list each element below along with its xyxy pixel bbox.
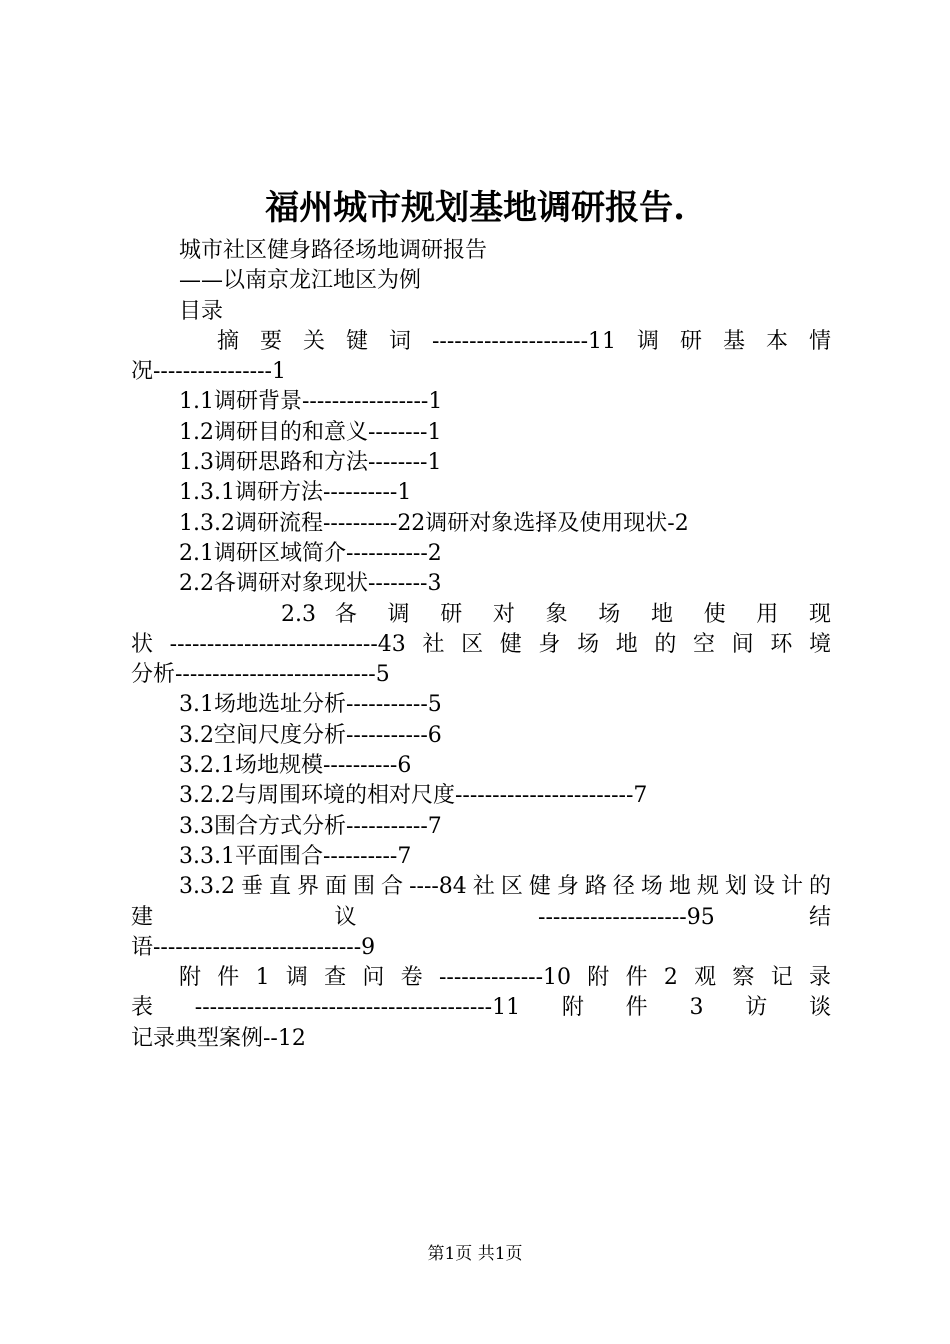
toc-line: 3.2.2与周围环境的相对尺度------------------------7 (179, 783, 648, 809)
toc-line: 1.2调研目的和意义--------1 (179, 419, 442, 445)
toc-line: 况----------------1 (131, 359, 286, 385)
toc-line: 1.3调研思路和方法--------1 (179, 450, 442, 476)
toc-line: 3.3.2垂直界面围合----84社区健身路径场地规划设计的 (179, 874, 831, 900)
toc-line: 2.1调研区域简介-----------2 (179, 540, 442, 566)
toc-line: 1.3.1调研方法----------1 (179, 480, 412, 506)
toc-line: 3.2.1场地规模----------6 (179, 753, 412, 779)
toc-line: 3.1场地选址分析-----------5 (179, 692, 442, 718)
toc-line: 1.1调研背景-----------------1 (179, 389, 443, 415)
subtitle-example-line: ——以南京龙江地区为例 (179, 268, 422, 294)
toc-line: 摘要关键词---------------------11调研基本情 (217, 328, 831, 354)
toc-line: 2.3 各 调 研 对 象 场 地 使 用 现 (281, 601, 831, 627)
toc-line: 3.3围合方式分析-----------7 (179, 813, 442, 839)
document-body (131, 236, 831, 1054)
subtitle-line: 城市社区健身路径场地调研报告 (179, 238, 488, 263)
toc-heading: 目录 (179, 298, 224, 324)
toc-line: 状----------------------------43社区健身场地的空间环境 (131, 631, 831, 657)
toc-line: 分析---------------------------5 (131, 662, 390, 688)
toc-line: 1.3.2调研流程----------22调研对象选择及使用现状-2 (179, 510, 689, 536)
toc-line: 建 议 --------------------95 结 (131, 904, 831, 930)
page-footer: 第1页 共1页 (427, 1244, 523, 1264)
toc-line: 表----------------------------------------11附件3访谈 (131, 995, 831, 1021)
toc-line: 2.2各调研对象现状--------3 (179, 571, 442, 597)
toc-line: 3.2空间尺度分析-----------6 (179, 722, 442, 748)
document-title: 福州城市规划基地调研报告. (265, 188, 685, 228)
toc-line: 附件1调查问卷--------------10附件2观察记录 (179, 965, 831, 991)
toc-line: 3.3.1平面围合----------7 (179, 843, 412, 869)
toc-line: 语----------------------------9 (131, 934, 376, 960)
toc-line: 记录典型案例--12 (131, 1025, 306, 1051)
